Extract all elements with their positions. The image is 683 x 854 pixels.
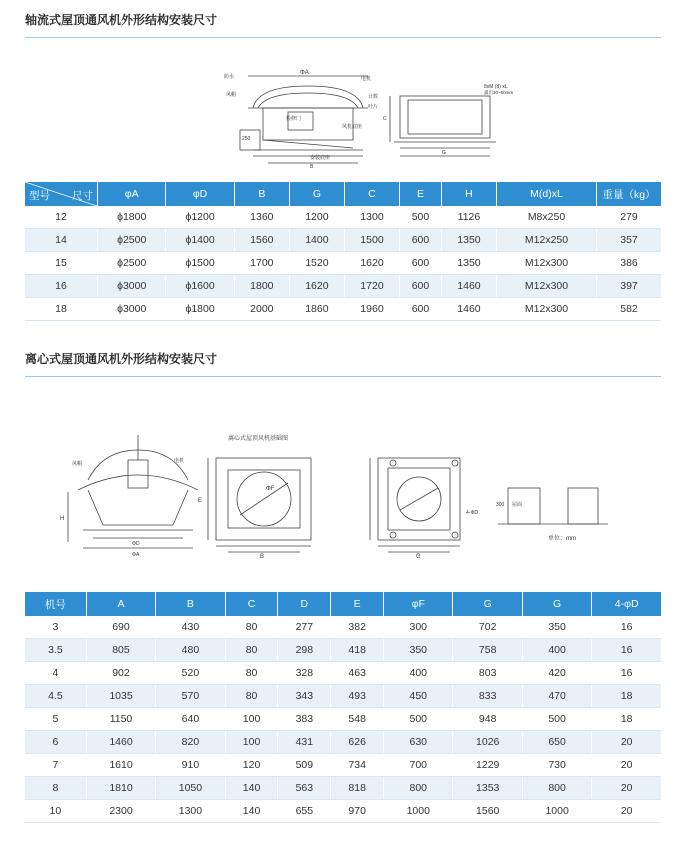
table-cell: 1460 (441, 275, 496, 298)
label-d: ΦD (132, 541, 140, 547)
table-cell: 120 (225, 754, 278, 777)
label-bolt-note: 露出30~50mm (484, 90, 514, 95)
table-cell: 1860 (289, 298, 344, 321)
table-cell: 970 (331, 800, 384, 823)
table-cell: 1400 (289, 229, 344, 252)
table-cell: 400 (522, 639, 591, 662)
table-cell: 702 (453, 616, 522, 639)
table-cell: 833 (453, 685, 522, 708)
table-cell: 1610 (86, 754, 155, 777)
table-cell: ϕ1500 (166, 252, 234, 275)
table-cell: 16 (592, 662, 661, 685)
label-a: ΦA (132, 552, 140, 558)
table-row (25, 708, 661, 731)
label-motor-2: 电机 (174, 458, 185, 464)
table-row (25, 298, 661, 321)
table-cell: 12 (25, 206, 98, 229)
table-cell: 500 (384, 708, 453, 731)
table-cell: 10 (25, 800, 86, 823)
label-c: C (383, 116, 387, 122)
label-b-2: B (260, 554, 265, 560)
table-cell: 420 (522, 662, 591, 685)
col-header: H (441, 182, 496, 206)
table-row (25, 685, 661, 708)
table-cell: 1000 (522, 800, 591, 823)
table-cell: 1810 (86, 777, 155, 800)
table-cell: 16 (592, 616, 661, 639)
table-row (25, 616, 661, 639)
table-cell: 357 (597, 229, 662, 252)
col-header: φD (166, 182, 234, 206)
label-bolt-2: 4-ΦD (466, 510, 479, 516)
table-cell: 140 (225, 800, 278, 823)
table-cell: 1720 (344, 275, 399, 298)
section1-title: 轴流式屋顶通风机外形结构安装尺寸 (25, 13, 218, 27)
table-cell: ϕ3000 (98, 298, 166, 321)
table-cell: 382 (331, 616, 384, 639)
table-row (25, 275, 661, 298)
label-unit: 单位：mm (548, 536, 576, 542)
table-cell: 15 (25, 252, 98, 275)
table-cell: 734 (331, 754, 384, 777)
table-cell: 20 (592, 754, 661, 777)
table-cell: 1300 (344, 206, 399, 229)
centrifugal-fan-drawing (48, 430, 618, 560)
axial-fan-drawing (218, 68, 538, 168)
table-cell: 16 (25, 275, 98, 298)
col-header: B (234, 182, 289, 206)
table-cell: 1520 (289, 252, 344, 275)
table-cell: 1700 (234, 252, 289, 275)
table-row (25, 229, 661, 252)
section2-title: 离心式屋顶通风机外形结构安装尺寸 (25, 352, 218, 366)
table-cell: 5 (25, 708, 86, 731)
label-layer: 屋面 (512, 502, 523, 508)
col-header: D (278, 592, 331, 616)
table-cell: 18 (592, 708, 661, 731)
table-row (25, 800, 661, 823)
col-header: G (453, 592, 522, 616)
table-cell: ϕ1800 (98, 206, 166, 229)
table-row (25, 639, 661, 662)
label-rain-hood: 防水 (224, 74, 235, 80)
table-cell: 80 (225, 639, 278, 662)
table-cell: 1560 (453, 800, 522, 823)
corner-label-model: 型号 (29, 190, 50, 202)
label-motor: 电机 (361, 76, 372, 82)
table-cell: 800 (384, 777, 453, 800)
label-h: H (60, 516, 65, 522)
section1-divider (25, 37, 661, 38)
table-cell: 1350 (441, 229, 496, 252)
col-header: φF (384, 592, 453, 616)
table-cell: 100 (225, 731, 278, 754)
table-row (25, 662, 661, 685)
table-cell: 397 (597, 275, 662, 298)
table-cell: 1460 (441, 298, 496, 321)
table-cell: 450 (384, 685, 453, 708)
table-cell: 1050 (156, 777, 225, 800)
table-cell: 1353 (453, 777, 522, 800)
label-mount: 安装底座 (310, 155, 331, 161)
table-cell: 3 (25, 616, 86, 639)
table-cell: 279 (597, 206, 662, 229)
axial-fan-spec-table (25, 182, 661, 321)
table-cell: 1620 (344, 252, 399, 275)
table-cell: 800 (522, 777, 591, 800)
table-cell: 563 (278, 777, 331, 800)
table-cell: 758 (453, 639, 522, 662)
table-cell: ϕ1800 (166, 298, 234, 321)
table-cell: 350 (384, 639, 453, 662)
table-cell: 655 (278, 800, 331, 823)
table-cell: 8 (25, 777, 86, 800)
table-cell: 630 (384, 731, 453, 754)
table-cell: 3.5 (25, 639, 86, 662)
table-cell: 300 (384, 616, 453, 639)
table-cell: 470 (522, 685, 591, 708)
col-header: E (331, 592, 384, 616)
col-header: E (400, 182, 442, 206)
label-h250: 250 (242, 136, 251, 142)
table-cell: 600 (400, 229, 442, 252)
label-wind-cap-2: 风帽 (72, 461, 83, 467)
label-wind-cap: 风帽 (226, 92, 237, 98)
table-cell: 430 (156, 616, 225, 639)
table-cell: 640 (156, 708, 225, 731)
table-cell: 4.5 (25, 685, 86, 708)
table-cell: M12x300 (496, 252, 596, 275)
table-cell: ϕ2500 (98, 229, 166, 252)
table-cell: 1360 (234, 206, 289, 229)
table-cell: 600 (400, 275, 442, 298)
table-cell: 818 (331, 777, 384, 800)
table-cell: 805 (86, 639, 155, 662)
col-header: φA (98, 182, 166, 206)
table-cell: 20 (592, 800, 661, 823)
label-blade: 叶片 (368, 104, 379, 110)
label-access-door: 检修门 (286, 116, 302, 122)
table-cell: ϕ1600 (166, 275, 234, 298)
table-cell: 383 (278, 708, 331, 731)
table-cell: 350 (522, 616, 591, 639)
label-g-2: G (416, 554, 421, 560)
label-e: E (198, 498, 203, 504)
table-cell: 463 (331, 662, 384, 685)
table-header-row (25, 592, 661, 616)
table-cell: ϕ1200 (166, 206, 234, 229)
table-cell: ϕ2500 (98, 252, 166, 275)
col-header: B (156, 592, 225, 616)
col-header: 4-φD (592, 592, 661, 616)
table-cell: 910 (156, 754, 225, 777)
table-cell: 582 (597, 298, 662, 321)
table-cell: 4 (25, 662, 86, 685)
table-cell: 700 (384, 754, 453, 777)
table-cell: 18 (25, 298, 98, 321)
label-g: G (442, 150, 446, 156)
label-base-ring: 风机底座 (342, 124, 363, 130)
label-bolt-spec: 8xM (d) xL (484, 84, 508, 90)
col-header: A (86, 592, 155, 616)
table-cell: 730 (522, 754, 591, 777)
table-cell: 16 (592, 639, 661, 662)
table-row (25, 754, 661, 777)
table-cell: 418 (331, 639, 384, 662)
col-header: C (225, 592, 278, 616)
section2-divider (25, 376, 661, 377)
table-cell: 100 (225, 708, 278, 731)
table-cell: 6 (25, 731, 86, 754)
table-cell: ϕ1400 (166, 229, 234, 252)
table-cell: 18 (592, 685, 661, 708)
table-cell: M12x300 (496, 275, 596, 298)
table-cell: 1200 (289, 206, 344, 229)
table-cell: 509 (278, 754, 331, 777)
table-header-row (25, 182, 661, 206)
col-header: M(d)xL (496, 182, 596, 206)
table-cell: 343 (278, 685, 331, 708)
table-cell: 400 (384, 662, 453, 685)
table-cell: 500 (522, 708, 591, 731)
table-cell: 1126 (441, 206, 496, 229)
table-cell: 1560 (234, 229, 289, 252)
table-cell: 20 (592, 777, 661, 800)
table-cell: 328 (278, 662, 331, 685)
label-f: ΦF (266, 486, 275, 492)
table-cell: 140 (225, 777, 278, 800)
table-cell: 1229 (453, 754, 522, 777)
corner-label-size: 尺寸 (72, 190, 93, 202)
table-cell: 1035 (86, 685, 155, 708)
table-cell: 20 (592, 731, 661, 754)
table-cell: 500 (400, 206, 442, 229)
col-header: G (522, 592, 591, 616)
table-cell: 298 (278, 639, 331, 662)
table-cell: 548 (331, 708, 384, 731)
table-cell: 1300 (156, 800, 225, 823)
label-b: B (310, 164, 314, 168)
table-cell: 1800 (234, 275, 289, 298)
table-cell: 600 (400, 252, 442, 275)
table-cell: 386 (597, 252, 662, 275)
table-cell: 480 (156, 639, 225, 662)
table-cell: 690 (86, 616, 155, 639)
label-h300: 300 (496, 502, 505, 508)
label-phiA: ΦA (300, 70, 309, 76)
table-row (25, 206, 661, 229)
table-cell: ϕ3000 (98, 275, 166, 298)
table-cell: 2300 (86, 800, 155, 823)
table-row (25, 777, 661, 800)
centrifugal-fan-spec-table (25, 592, 661, 823)
col-header: 重量（kg） (597, 182, 662, 206)
table-cell: 902 (86, 662, 155, 685)
table-cell: 431 (278, 731, 331, 754)
col-header: C (344, 182, 399, 206)
table-cell: 80 (225, 662, 278, 685)
table-cell: 80 (225, 685, 278, 708)
table-cell: 626 (331, 731, 384, 754)
table-cell: 1150 (86, 708, 155, 731)
table-cell: 80 (225, 616, 278, 639)
table-cell: 650 (522, 731, 591, 754)
table-cell: 600 (400, 298, 442, 321)
header-corner (25, 182, 98, 206)
table-cell: 1460 (86, 731, 155, 754)
table-row (25, 252, 661, 275)
table-cell: 1500 (344, 229, 399, 252)
table-cell: 1026 (453, 731, 522, 754)
table-cell: 1000 (384, 800, 453, 823)
label-foundation-title: 离心式屋顶风机基础图 (228, 436, 289, 442)
table-row (25, 731, 661, 754)
table-cell: 493 (331, 685, 384, 708)
table-cell: 277 (278, 616, 331, 639)
table-cell: 1350 (441, 252, 496, 275)
table-cell: 14 (25, 229, 98, 252)
table-cell: 520 (156, 662, 225, 685)
col-header: 机号 (25, 592, 86, 616)
table-cell: 7 (25, 754, 86, 777)
table-cell: M12x300 (496, 298, 596, 321)
table-cell: M8x250 (496, 206, 596, 229)
table-cell: 820 (156, 731, 225, 754)
table-cell: M12x250 (496, 229, 596, 252)
table-cell: 1620 (289, 275, 344, 298)
table-cell: 2000 (234, 298, 289, 321)
label-counter: 计数 (368, 94, 379, 100)
table-cell: 948 (453, 708, 522, 731)
table-cell: 1960 (344, 298, 399, 321)
col-header: G (289, 182, 344, 206)
table-cell: 803 (453, 662, 522, 685)
table-cell: 570 (156, 685, 225, 708)
